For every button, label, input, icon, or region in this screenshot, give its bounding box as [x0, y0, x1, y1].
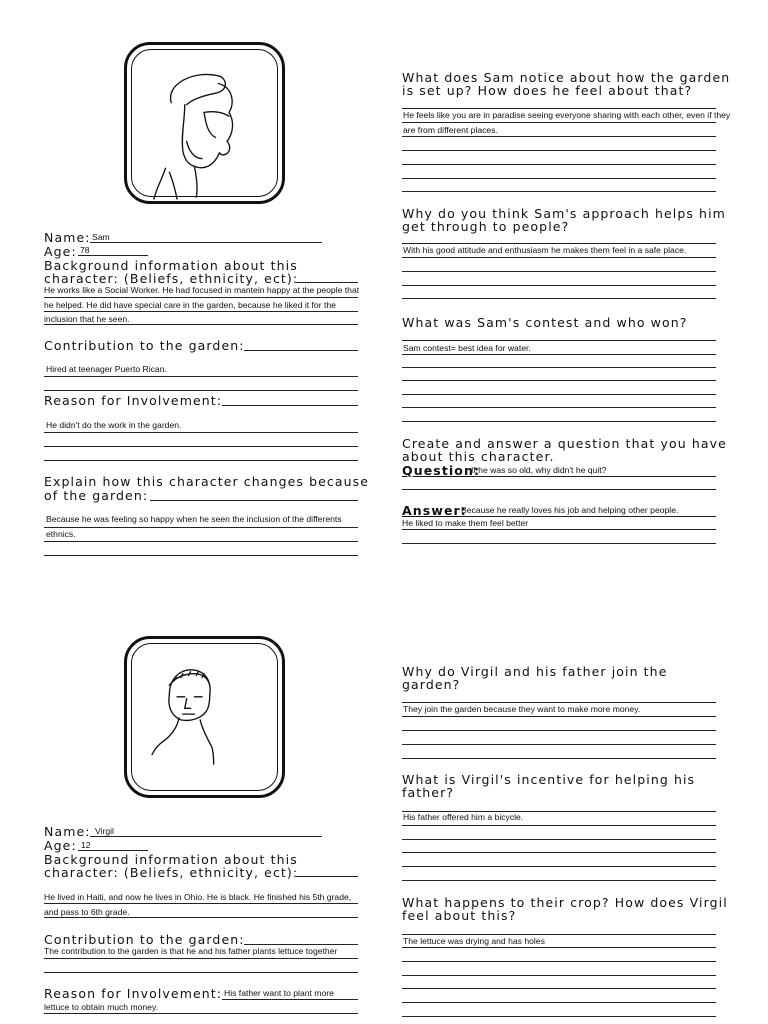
virgil-a1-answer[interactable]: They join the garden because they want to make more money.	[403, 704, 641, 714]
sam-portrait-frame	[124, 42, 285, 204]
rule	[402, 1002, 716, 1003]
sam-answer-line1[interactable]: Because he really loves his job and helping other people.	[461, 505, 679, 515]
sam-contribution-answer[interactable]: Hired at teenager Puerto Rican.	[46, 364, 167, 374]
sam-a3-answer[interactable]: Sam contest= best idea for water.	[403, 343, 531, 353]
sam-question-label: Question:	[402, 463, 481, 478]
sam-q3-label: What was Sam's contest and who won?	[402, 315, 688, 330]
sam-name-underline	[90, 242, 322, 243]
rule	[402, 243, 716, 244]
rule	[402, 489, 716, 490]
rule	[402, 178, 716, 179]
virgil-contribution-answer[interactable]: The contribution to the garden is that he and his father plants lettuce together	[44, 946, 338, 956]
rule	[402, 298, 716, 299]
rule	[402, 975, 716, 976]
sam-changes-label-2: of the garden:	[44, 488, 149, 503]
sam-q1-label: What does Sam notice about how the garden is set up? How does he feel about that?	[402, 70, 731, 98]
rule	[402, 271, 716, 272]
rule	[44, 1013, 358, 1014]
sam-a2-answer[interactable]: With his good attitude and enthusiasm he makes them feel in a safe place.	[403, 245, 687, 255]
sam-age-underline	[78, 255, 148, 256]
rule	[90, 836, 322, 837]
rule	[402, 257, 716, 258]
sam-question-answer[interactable]: If he was so old, why didn't he quit?	[471, 465, 607, 475]
rule	[402, 407, 716, 408]
rule	[244, 350, 358, 351]
rule	[402, 380, 716, 381]
virgil-age-label: Age:	[44, 838, 77, 853]
sam-background-label-2: character: (Beliefs, ethnicity, ect):	[44, 271, 299, 286]
rule	[402, 839, 716, 840]
rule	[222, 405, 358, 406]
sam-reason-label: Reason for Involvement:	[44, 393, 223, 408]
sam-q2-label: Why do you think Sam's approach helps him get through to people?	[402, 206, 726, 234]
virgil-portrait-icon	[127, 639, 282, 795]
virgil-name-label: Name:	[44, 824, 91, 839]
rule	[402, 136, 716, 137]
rule	[402, 716, 716, 717]
rule	[402, 367, 716, 368]
rule	[222, 999, 358, 1000]
virgil-a3-answer[interactable]: The lettuce was drying and has holes	[403, 936, 545, 946]
virgil-reason-label: Reason for Involvement:	[44, 986, 223, 1001]
rule	[402, 108, 716, 109]
sam-background-label-1: Background information about this	[44, 258, 298, 273]
rule	[44, 390, 358, 391]
sam-portrait-icon	[127, 45, 282, 201]
rule	[44, 376, 358, 377]
sam-a1-answer[interactable]: He feels like you are in paradise seeing everyone sharing with each other, even if they are from different places.	[403, 110, 731, 135]
rule	[44, 446, 358, 447]
rule	[44, 527, 358, 528]
rule	[44, 555, 358, 556]
rule	[402, 150, 716, 151]
sam-changes-answer[interactable]: Because he was feeling so happy when he seen the inclusion of the differents ethnics.	[46, 514, 342, 539]
virgil-a2-answer[interactable]: His father offered him a bicycle.	[403, 812, 524, 822]
sam-background-answer[interactable]: He works like a Social Worker. He had focused in mantein happy at the people that he helped. He did have special care in the garden, because he liked it for the inclusion that he seen.	[44, 285, 360, 323]
virgil-reason-answer-line2[interactable]: lettuce to obtain much money.	[44, 1002, 159, 1012]
rule	[402, 191, 716, 192]
rule	[460, 516, 716, 517]
rule	[44, 958, 358, 959]
virgil-age-value[interactable]: 12	[81, 840, 91, 850]
rule	[402, 730, 716, 731]
rule	[402, 543, 716, 544]
rule	[402, 961, 716, 962]
rule	[402, 744, 716, 745]
rule	[402, 394, 716, 395]
sam-name-label: Name:	[44, 230, 91, 245]
rule	[402, 880, 716, 881]
rule	[402, 852, 716, 853]
rule	[402, 354, 716, 355]
virgil-background-label-2: character: (Beliefs, ethnicity, ect):	[44, 865, 299, 880]
rule	[402, 988, 716, 989]
sam-name-value[interactable]: Sam	[92, 232, 110, 242]
sam-q4-label: Create and answer a question that you have about this character.	[402, 436, 727, 464]
virgil-q2-label: What is Virgil's incentive for helping his father?	[402, 772, 696, 800]
sam-age-label: Age:	[44, 244, 77, 259]
rule	[44, 324, 358, 325]
rule	[402, 122, 716, 123]
rule	[296, 876, 358, 877]
virgil-q1-label: Why do Virgil and his father join the garden?	[402, 664, 668, 692]
sam-age-value[interactable]: 78	[80, 245, 90, 255]
rule	[44, 541, 358, 542]
virgil-contribution-label: Contribution to the garden:	[44, 932, 245, 947]
virgil-background-answer[interactable]: He lived in Haiti, and now he lives in Ohio. He is black. He finished his 5th grade, and pass to 6th grade.	[44, 892, 352, 917]
rule	[44, 432, 358, 433]
sam-answer-line2[interactable]: He liked to make them feel better	[402, 518, 529, 528]
rule	[78, 850, 148, 851]
rule	[402, 164, 716, 165]
rule	[402, 1016, 716, 1017]
rule	[470, 476, 716, 477]
rule	[44, 903, 358, 904]
rule	[44, 917, 358, 918]
rule	[402, 285, 716, 286]
rule	[44, 460, 358, 461]
virgil-q3-label: What happens to their crop? How does Virgil feel about this?	[402, 895, 728, 923]
rule	[402, 758, 716, 759]
rule	[402, 825, 716, 826]
sam-answer-label: Answer:	[402, 503, 467, 518]
sam-contribution-label: Contribution to the garden:	[44, 338, 245, 353]
rule	[44, 972, 358, 973]
rule	[402, 947, 716, 948]
rule	[402, 866, 716, 867]
virgil-portrait-frame	[124, 636, 285, 798]
sam-changes-label-1: Explain how this character changes because	[44, 474, 370, 489]
rule	[402, 934, 716, 935]
virgil-name-value[interactable]: Virgil	[95, 826, 114, 836]
virgil-background-label-1: Background information about this	[44, 852, 298, 867]
rule	[150, 500, 358, 501]
sam-reason-answer[interactable]: He didn't do the work in the garden.	[46, 420, 182, 430]
virgil-reason-answer[interactable]: His father want to plant more	[224, 988, 334, 998]
rule	[402, 421, 716, 422]
rule	[402, 529, 716, 530]
